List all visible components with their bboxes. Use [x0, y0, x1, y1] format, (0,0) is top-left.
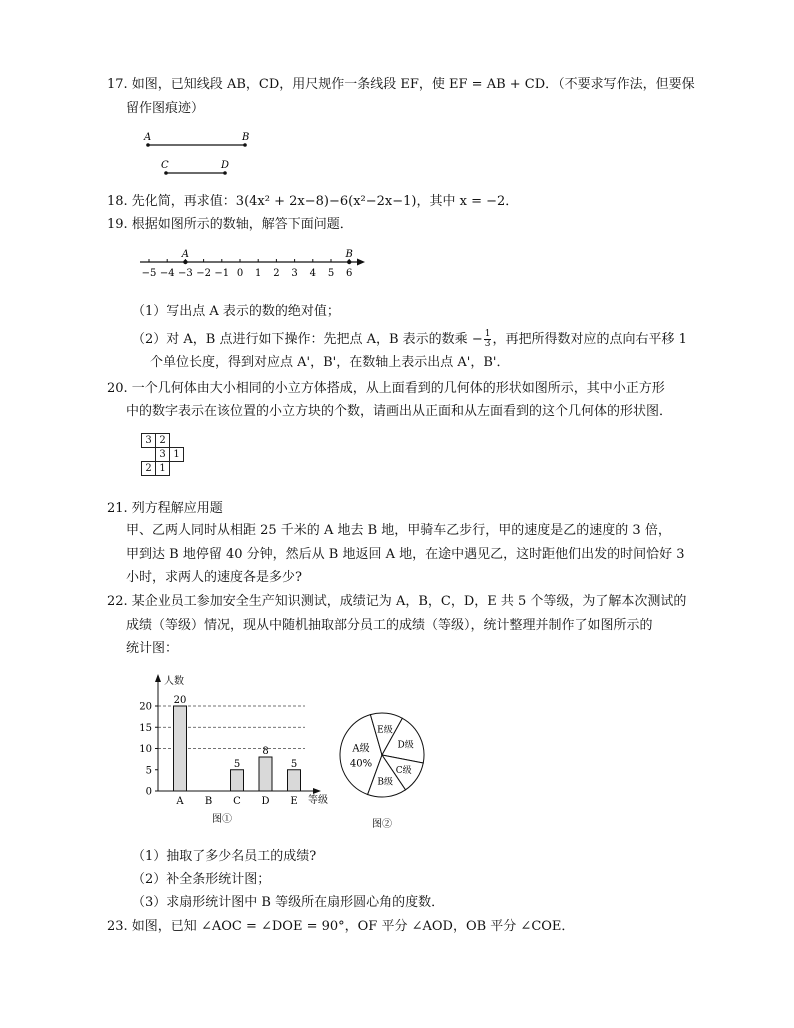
axis-tick-label: 5 — [327, 268, 335, 279]
x-tick-label: B — [204, 796, 213, 807]
q19-text: 19. 根据如图所示的数轴，解答下面问题． — [107, 217, 353, 232]
axis-tick-label: 6 — [346, 268, 353, 279]
y-axis-arrow — [155, 674, 161, 682]
axis-tick-label: 0 — [236, 268, 244, 279]
q22-sub1: （1）抽取了多少名员工的成绩? — [132, 849, 317, 864]
x-axis-label: 等级 — [308, 795, 328, 806]
label-d: D — [221, 160, 230, 171]
bar — [174, 706, 187, 791]
q22-line1: 22. 某企业员工参加安全生产知识测试，成绩记为 A，B，C，D，E 共 5 个等级，为了解本次测试的 — [107, 594, 687, 609]
q17-line2: 留作图痕迹） — [126, 101, 205, 116]
axis-tick-label: −4 — [159, 268, 175, 279]
point-b-label: B — [345, 249, 353, 260]
q20-line2: 中的数字表示在该位置的小立方块的个数，请画出从正面和从左面看到的这个几何体的形状图． — [126, 404, 673, 419]
axis-tick-label: 1 — [255, 268, 262, 279]
pie-slice-percent: 40% — [349, 758, 373, 770]
q20-line1: 20. 一个几何体由大小相同的小立方体搭成，从上面看到的几何体的形状如图所示，其中小正方形 — [107, 381, 665, 396]
grid-cell-empty — [170, 462, 184, 476]
label-a: A — [144, 132, 152, 143]
q21-line3: 小时，求两人的速度各是多少? — [126, 570, 302, 585]
y-axis-label: 人数 — [164, 676, 184, 687]
point-b-marker — [347, 260, 351, 264]
point-a-marker — [183, 260, 187, 264]
grid-cell: 1 — [156, 462, 170, 476]
y-tick-label: 5 — [145, 765, 152, 777]
q21-line2: 甲到达 B 地停留 40 分钟，然后从 B 地返回 A 地，在途中遇见乙，这时距他们出发的时间恰好 3 — [126, 547, 685, 562]
fig1-caption: 图① — [212, 814, 232, 825]
q23-text: 23. 如图，已知 ∠AOC = ∠DOE = 90°，OF 平分 ∠AOD，OB 平分 ∠COE． — [107, 919, 575, 934]
fraction-one-third — [484, 330, 492, 349]
pie-slice-label: C级 — [395, 765, 412, 776]
q19-sub1: （1）写出点 A 表示的数的绝对值； — [132, 304, 340, 319]
x-tick-label: A — [176, 796, 184, 807]
grid-cell: 1 — [170, 448, 184, 462]
q21-title: 21. 列方程解应用题 — [107, 501, 223, 516]
label-b: B — [242, 132, 250, 143]
q18-text: 18. 先化简，再求值：3(4x² + 2x−8)−6(x²−2x−1)，其中 x = −2． — [107, 194, 519, 209]
q19-sub2-line2: 个单位长度，得到对应点 A'，B'，在数轴上表示出点 A'，B'． — [150, 355, 510, 370]
bar-chart — [130, 670, 340, 835]
q22-sub2: （2）补全条形统计图； — [132, 872, 271, 887]
pie-slice-label: D级 — [397, 740, 414, 751]
axis-tick-label: −5 — [141, 268, 157, 279]
point-c — [164, 171, 168, 175]
q19-sub2-line1 — [132, 330, 687, 349]
bar — [288, 770, 301, 791]
q22-line3: 统计图： — [126, 641, 179, 656]
q21-line1: 甲、乙两人同时从相距 25 千米的 A 地去 B 地，甲骑车乙步行，甲的速度是乙的速度的 3 倍， — [126, 523, 671, 538]
axis-tick-label: 3 — [291, 268, 298, 279]
pie-slice-label: B级 — [377, 777, 393, 788]
y-tick-label: 10 — [139, 744, 152, 755]
grid-cell-empty — [170, 434, 184, 448]
bar-value-label: 8 — [262, 746, 269, 757]
q19-sub2-part-a: （2）对 A，B 点进行如下操作：先把点 A，B 表示的数乘 − — [132, 332, 483, 347]
x-tick-label: C — [233, 796, 241, 807]
label-c: C — [161, 160, 169, 171]
point-b — [243, 143, 247, 147]
point-d — [223, 171, 227, 175]
q19-sub2-part-b: ，再把所得数对应的点向右平移 1 — [492, 332, 687, 347]
axis-tick-label: 2 — [273, 268, 280, 279]
axis-arrow — [357, 259, 365, 266]
axis-tick-label: −3 — [178, 268, 193, 279]
pie-chart — [335, 705, 435, 835]
q19-number-line — [135, 247, 375, 287]
grid-cell-empty — [142, 448, 156, 462]
q22-sub3: （3）求扇形统计图中 B 等级所在扇形圆心角的度数． — [132, 895, 445, 910]
bar — [259, 757, 272, 791]
fraction-denominator: 3 — [484, 339, 491, 349]
axis-tick-label: 4 — [309, 268, 316, 279]
x-tick-labels — [175, 796, 297, 807]
y-tick-label: 0 — [145, 786, 152, 798]
q22-line2: 成绩（等级）情况，现从中随机抽取部分员工的成绩（等级），统计整理并制作了如图所示的 — [126, 618, 653, 633]
pie-slice-label: A级 — [352, 743, 370, 755]
grid-cell: 2 — [156, 434, 170, 448]
fraction-numerator: 1 — [484, 329, 491, 339]
y-tick-labels — [139, 702, 158, 798]
bar-value-label: 20 — [173, 695, 187, 706]
bars — [174, 695, 301, 791]
point-a — [146, 143, 150, 147]
q20-top-view-grid — [141, 433, 184, 476]
grid-cell: 3 — [156, 448, 170, 462]
axis-tick-label: −1 — [214, 268, 230, 279]
point-a-label: A — [181, 249, 190, 260]
fig2-caption: 图② — [372, 819, 392, 830]
grid-cell: 3 — [142, 434, 156, 448]
axis-tick-label: −2 — [196, 268, 211, 279]
x-axis-arrow — [313, 788, 321, 794]
x-tick-label: D — [261, 796, 270, 807]
q17-line1: 17. 如图，已知线段 AB，CD，用尺规作一条线段 EF，使 EF = AB + CD．（不要求写作法，但要保 — [107, 77, 695, 92]
pie-slice-label: E级 — [377, 725, 393, 736]
bar-value-label: 5 — [233, 758, 241, 770]
y-tick-label: 20 — [139, 701, 152, 713]
grid-cell: 2 — [142, 462, 156, 476]
bar — [231, 770, 244, 791]
bar-value-label: 5 — [290, 758, 298, 770]
q17-segments-figure — [140, 130, 260, 180]
x-tick-label: E — [290, 796, 298, 807]
y-tick-label: 15 — [139, 722, 152, 734]
